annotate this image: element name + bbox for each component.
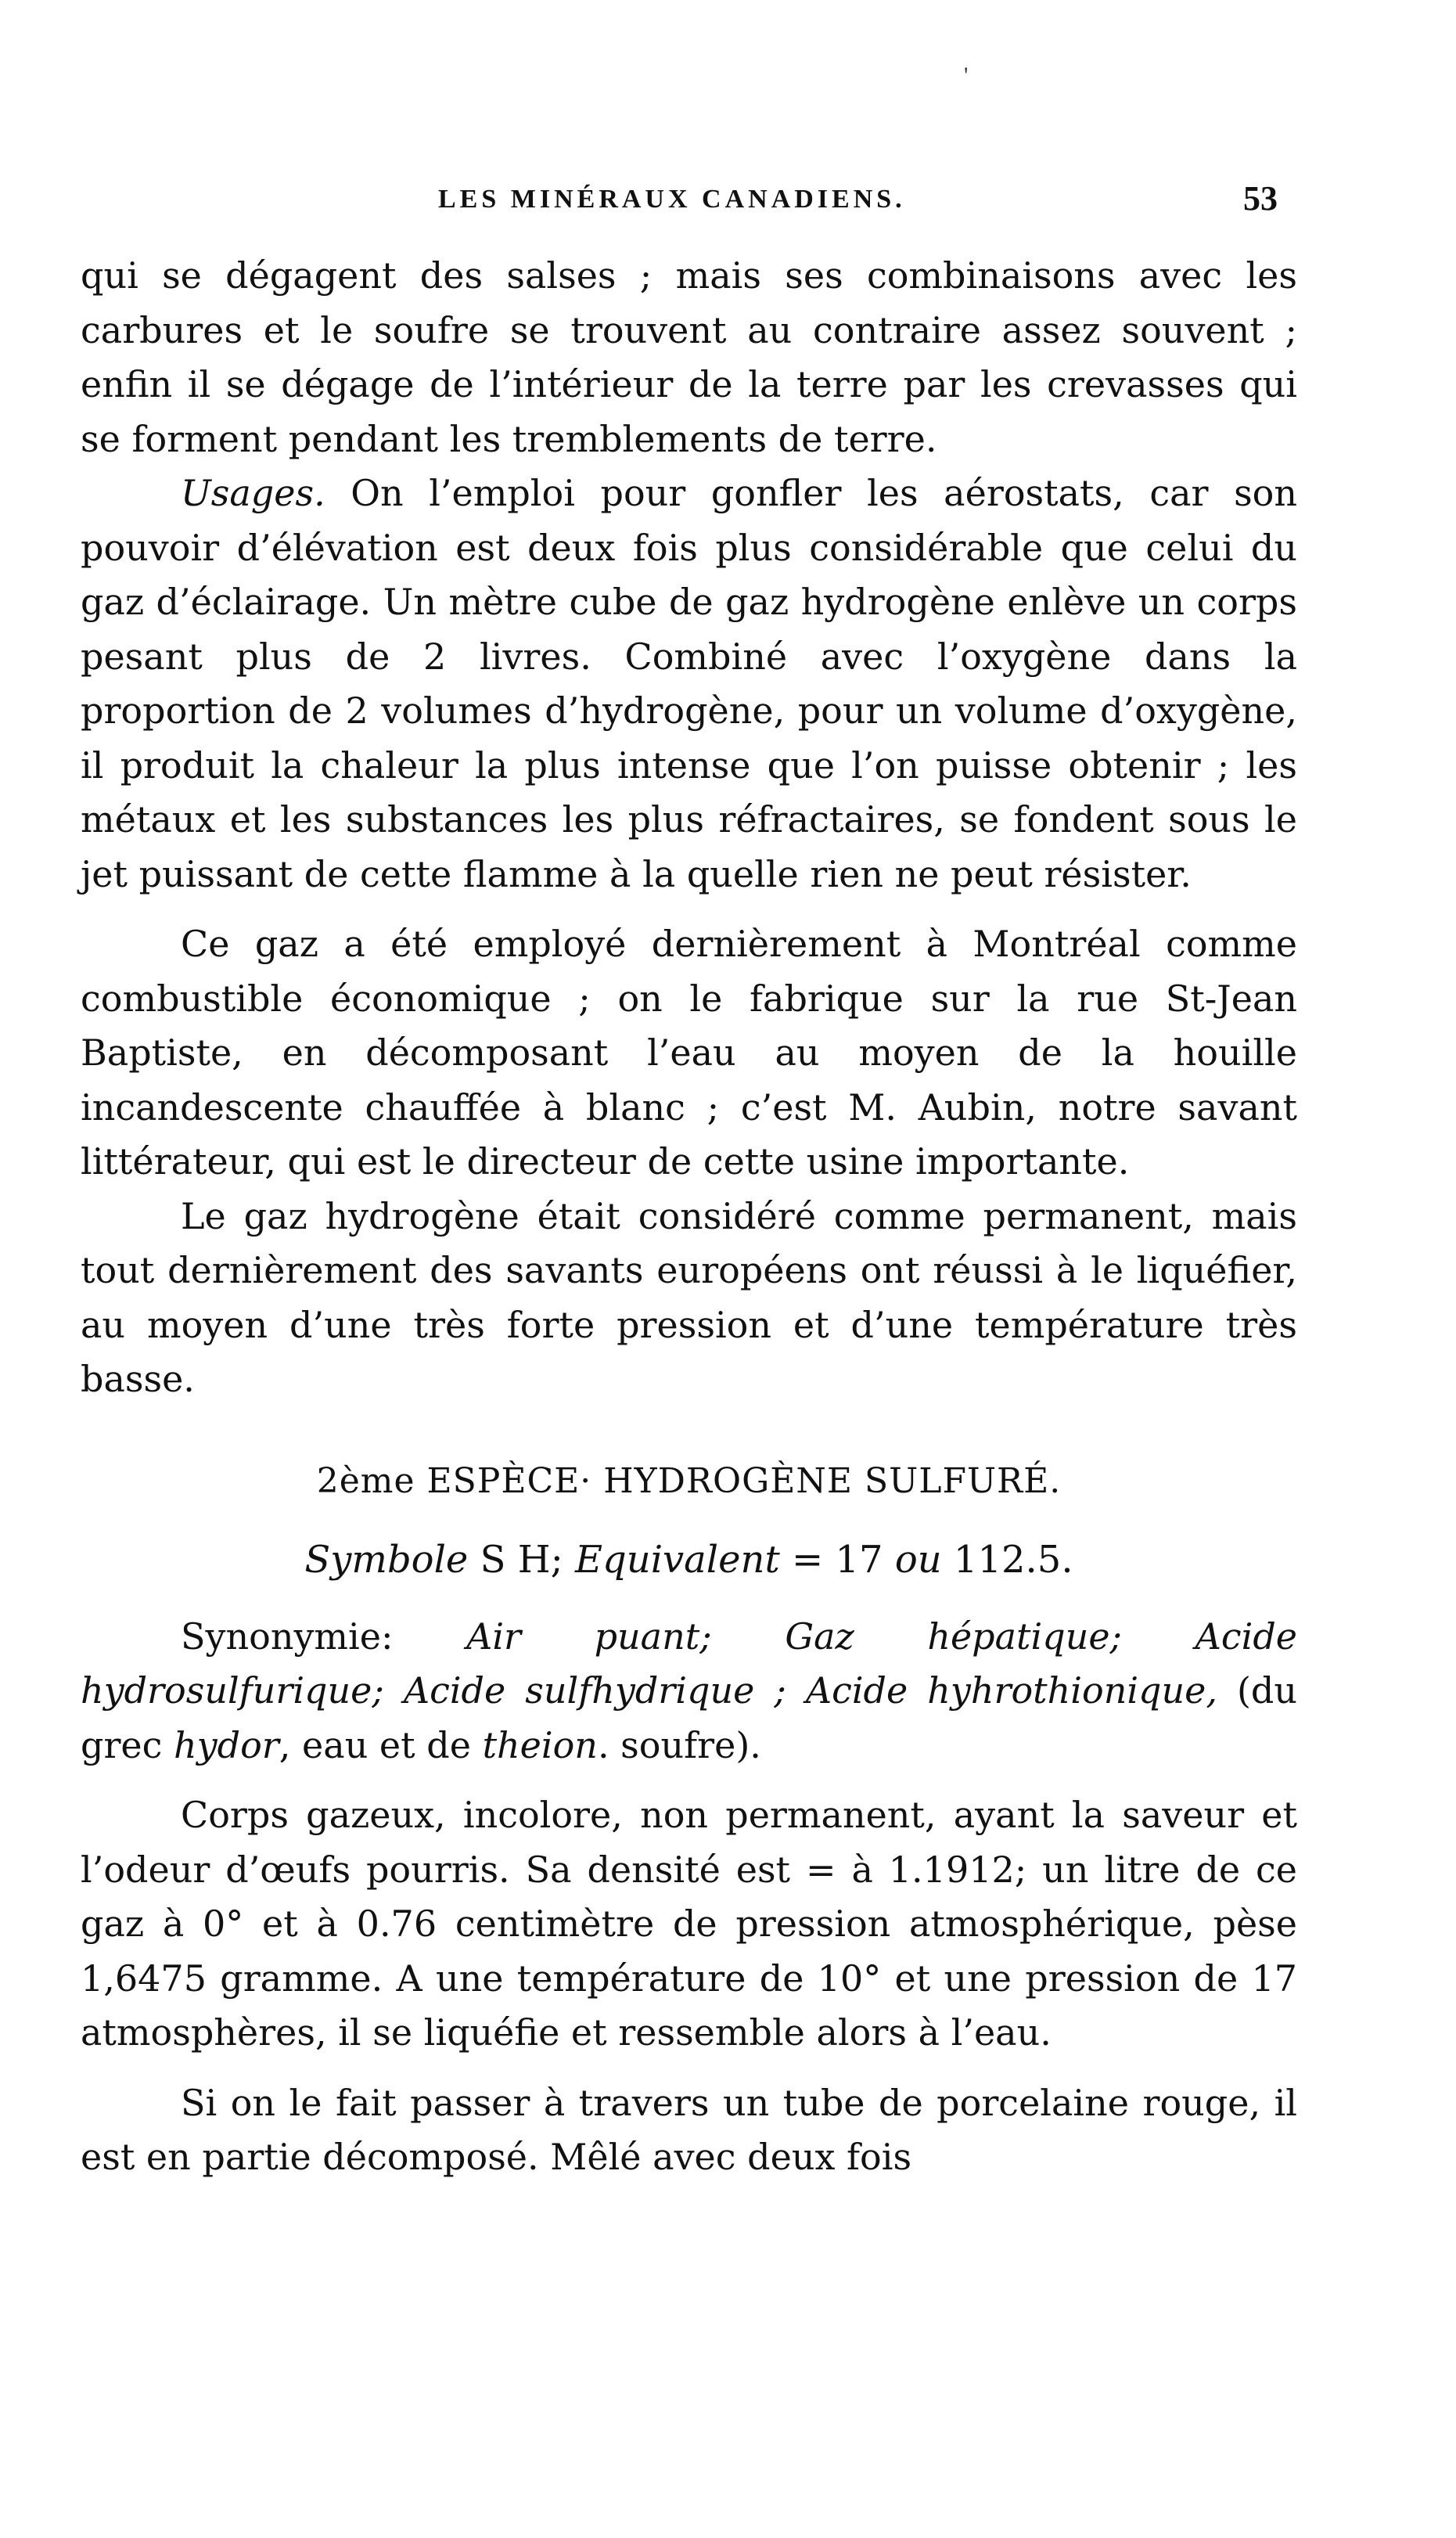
symbol-label: Symbole — [304, 1538, 469, 1582]
equivalent-label: Equivalent — [575, 1538, 780, 1582]
synonymy-note-b: , eau et de — [279, 1723, 483, 1766]
paragraph-montreal: Ce gaz a été employé dernièrement à Montréal comme combustible économique ; on le fabrique sur la rue St-Jean Baptiste, en décomposant l’eau au moyen de la houille incandescente chauffée à blanc ; c’est M. Aubin, notre savant littérateur, qui est le directeur de cette usine importante. — [81, 923, 1297, 1183]
paragraph-decomposition: Si on le fait passer à travers un tube de porcelaine rouge, il est en partie décomposé. Mêlé avec deux fois — [81, 2081, 1297, 2178]
equivalent-or: ou — [894, 1538, 942, 1582]
running-head: LES MINÉRAUX CANADIENS. — [438, 185, 906, 214]
equivalent-value: = 17 — [779, 1538, 895, 1582]
synonymy-hydor: hydor — [174, 1723, 279, 1766]
page-number: 53 — [1243, 179, 1278, 218]
synonymy-theion: theion — [482, 1723, 598, 1766]
stray-mark: ' — [964, 63, 969, 88]
synonymy-note-c: . soufre). — [597, 1723, 761, 1766]
synonymy-items: Air puant; Gaz hépatique; Acide hydrosulfurique; Acide sulfhydrique ; Acide hyhrothionique, — [81, 1615, 1298, 1712]
formula-line — [81, 1533, 1297, 1588]
usages-text: On l’emploi pour gonfler les aérostats, car son pouvoir d’élévation est deux fois plus considérable que celui du gaz d’éclairage. Un mètre cube de gaz hydrogène enlève un corps pesant plus de 2 livres. Combiné avec l’oxygène dans la proportion de 2 volumes d’hydrogène, pour un volume d’oxygène, il produit la chaleur la plus intense que l’on puisse obtenir ; les métaux et les substances les plus réfractaires, se fondent sous le jet puissant de cette flamme à la quelle rien ne peut résister. — [81, 472, 1297, 895]
paragraph-liquefaction: Le gaz hydrogène était considéré comme permanent, mais tout dernièrement des savants européens ont réussi à le liquéfier, au moyen d’une très forte pression et d’une température très basse. — [81, 1194, 1297, 1400]
section-heading: 2ème ESPÈCE· HYDROGÈNE SULFURÉ. — [316, 1460, 1062, 1501]
paragraph-properties: Corps gazeux, incolore, non permanent, ayant la saveur et l’odeur d’œufs pourris. Sa densité est = à 1.1912; un litre de ce gaz à 0° et à 0.76 centimètre de pression atmosphérique, pèse 1,6475 gramme. A une température de 10° et une pression de 17 atmosphères, il se liquéfie et ressemble alors à l’eau. — [81, 1794, 1297, 2054]
page-body — [81, 249, 1297, 2185]
synonymy-label: Synonymie: — [181, 1615, 467, 1658]
usages-label: Usages. — [181, 472, 325, 514]
synonymy-note-a: (du grec — [81, 1669, 1298, 1766]
paragraph-usages — [81, 466, 1297, 902]
equivalent-alt: 112.5. — [941, 1538, 1073, 1582]
symbol-value: S H; — [468, 1538, 576, 1582]
paragraph-continuation: qui se dégagent des salses ; mais ses combinaisons avec les carbures et le soufre se trouvent au contraire assez souvent ; enfin il se dégage de l’intérieur de la terre par les crevasses qui se forment pendant les tremblements de terre. — [81, 254, 1297, 460]
paragraph-synonymy — [81, 1610, 1297, 1773]
